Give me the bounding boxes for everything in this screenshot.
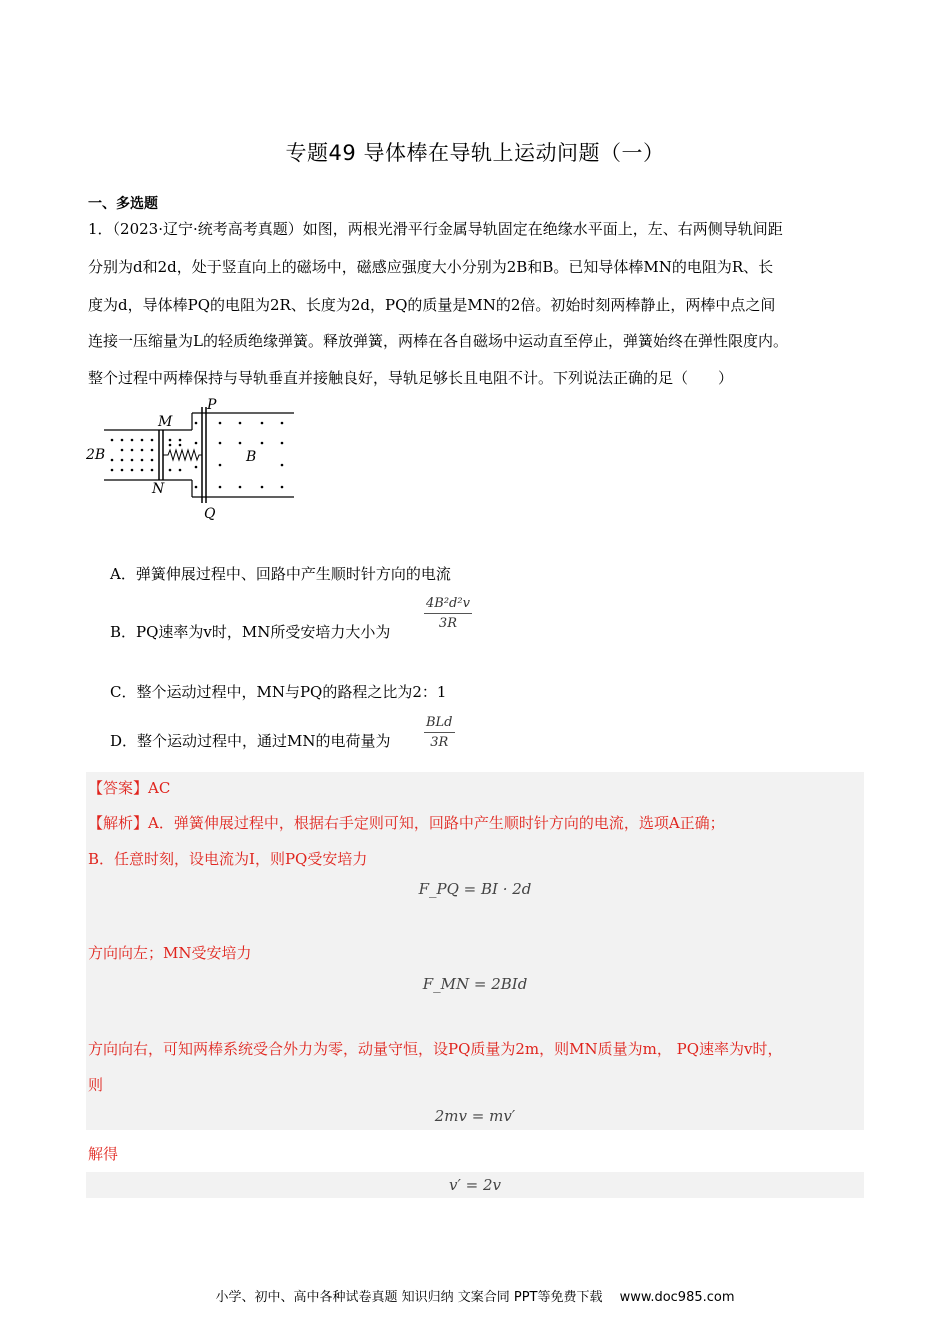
then-text: 则 [88,1076,104,1094]
footer-text: 小学、初中、高中各种试卷真题 知识归纳 文案合同 PPT等免费下载 www.doc985.com [215,1290,735,1305]
question-line-1: 1．（2023·辽宁·统考高考真题）如图，两根光滑平行金属导轨固定在绝缘水平面上，左、右两侧导轨间距 [88,220,783,238]
direction-left: 方向向左；MN受安培力 [88,944,252,962]
label-2b: 2B [86,447,106,463]
option-b-text: B．PQ速率为v时，MN所受安培力大小为 [110,623,391,641]
solve-text: 解得 [88,1145,119,1163]
direction-right: 方向向右，可知两棒系统受合外力为零，动量守恒，设PQ质量为2m，则MN质量为m， PQ速率为v时， [88,1040,783,1058]
option-d-fraction [424,715,455,750]
label-n: N [152,481,165,497]
section-heading: 一、多选题 [88,196,158,212]
analysis-b: B．任意时刻，设电流为I，则PQ受安培力 [88,850,368,868]
option-d-numerator: BLd [426,715,453,730]
option-b-fraction [424,596,472,631]
label-p: P [207,397,217,413]
answer-line: 【答案】AC [88,779,171,797]
question-line-4: 连接一压缩量为L的轻质绝缘弹簧。释放弹簧，两棒在各自磁场中运动直至停止，弹簧始终在弹性限度内。 [88,332,788,350]
option-d-denominator: 3R [430,735,449,750]
option-a: A．弹簧伸展过程中、回路中产生顺时针方向的电流 [110,565,451,583]
label-b: B [246,449,257,465]
question-line-2: 分别为d和2d，处于竖直向上的磁场中，磁感应强度大小分别为2B和B。已知导体棒MN的电阻为R、长 [88,258,774,276]
option-b-numerator: 4B²d²v [426,596,470,611]
analysis-a: 【解析】A．弹簧伸展过程中，根据右手定则可知，回路中产生顺时针方向的电流，选项A正确； [88,814,725,832]
option-b-denominator: 3R [438,616,457,631]
label-m: M [158,414,173,430]
formula-f-pq: F_PQ = BI · 2d [418,880,532,898]
option-d-text: D．整个运动过程中，通过MN的电荷量为 [110,732,391,750]
rail-diagram [86,395,306,525]
question-line-3: 度为d，导体棒PQ的电阻为2R、长度为2d，PQ的质量是MN的2倍。初始时刻两棒静止，两棒中点之间 [88,296,776,314]
question-line-5: 整个过程中两棒保持与导轨垂直并接触良好，导轨足够长且电阻不计。下列说法正确的足（ ） [88,369,734,387]
formula-f-mn: F_MN = 2BId [422,975,528,993]
formula-result: v′ = 2v [448,1176,501,1194]
formula-momentum: 2mv = mv′ [434,1107,516,1125]
option-c: C．整个运动过程中，MN与PQ的路程之比为2：1 [110,683,447,701]
page-title: 专题49 导体棒在导轨上运动问题（一） [285,141,665,165]
label-q: Q [204,506,216,522]
